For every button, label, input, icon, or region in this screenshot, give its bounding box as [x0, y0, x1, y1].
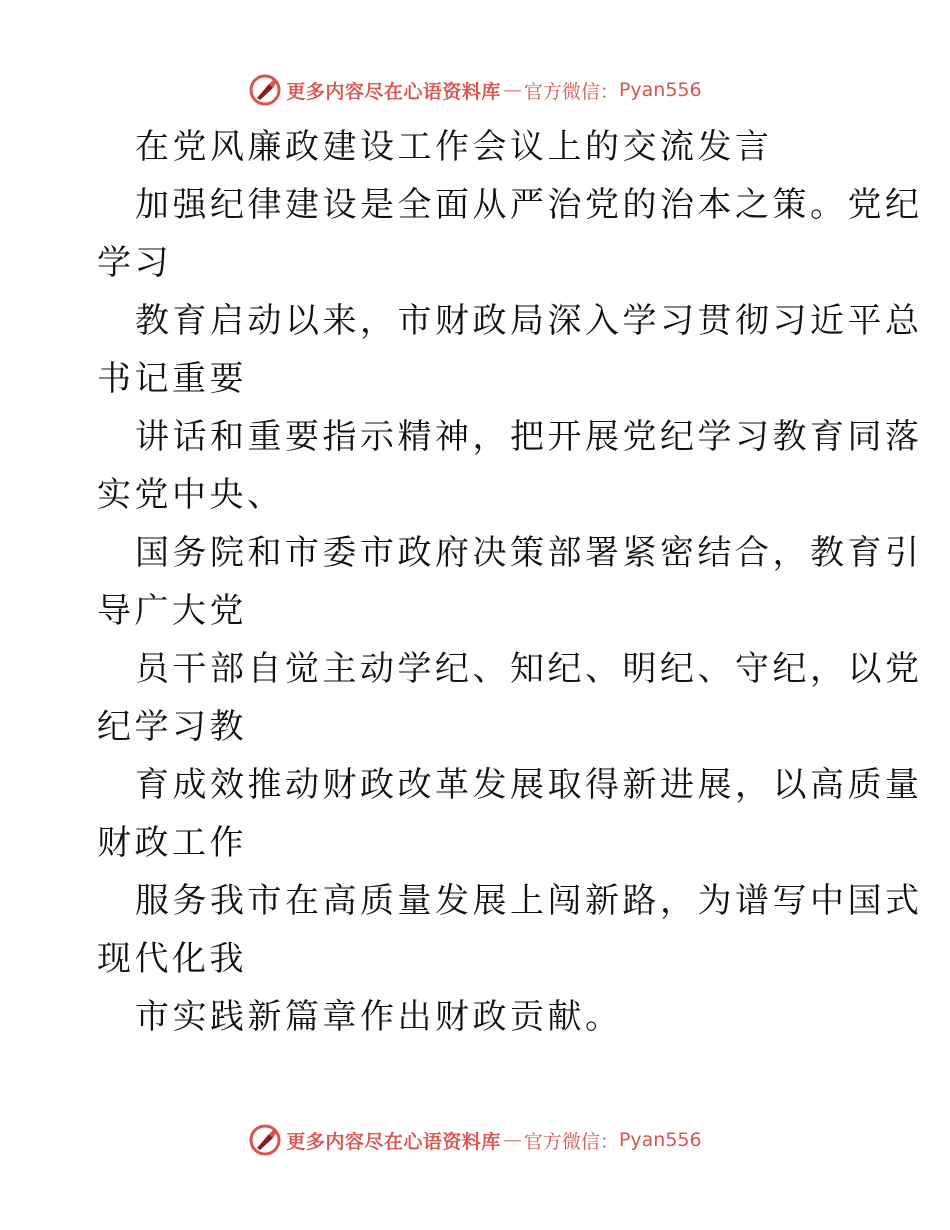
paragraph-line: 实党中央、 [97, 475, 285, 515]
header-banner [0, 70, 950, 110]
paragraph-line: 加强纪律建设是全面从严治党的治本之策。党纪 [135, 185, 923, 225]
footer-banner [0, 1120, 950, 1160]
footer-separator: — [502, 1129, 522, 1151]
paragraph [97, 988, 857, 1046]
header-wechat-label: 官方微信： [523, 80, 619, 103]
paragraph-line: 财政工作 [97, 823, 247, 863]
paragraph-line: 导广大党 [97, 591, 247, 631]
paragraph-line: 员干部自觉主动学纪、知纪、明纪、守纪，以党 [135, 649, 923, 689]
paragraph [97, 756, 923, 872]
pen-nib-logo-icon [248, 1123, 282, 1157]
pen-nib-logo-icon [248, 73, 282, 107]
header-separator: — [502, 79, 522, 101]
document-body [97, 118, 923, 1046]
paragraph-line: 国务院和市委市政府决策部署紧密结合，教育引 [135, 533, 923, 573]
paragraph-line: 纪学习教 [97, 707, 247, 747]
paragraph-line: 现代化我 [97, 939, 247, 979]
footer-site-text: 更多内容尽在心语资料库 [286, 1130, 501, 1153]
paragraph [97, 292, 923, 408]
paragraph-line: 书记重要 [97, 359, 247, 399]
header-wechat-id: Pyan556 [618, 79, 702, 101]
document-title: 在党风廉政建设工作会议上的交流发言 [135, 127, 773, 167]
paragraph [97, 872, 923, 988]
paragraph-line: 讲话和重要指示精神，把开展党纪学习教育同落 [135, 417, 923, 457]
paragraph-line: 服务我市在高质量发展上闯新路，为谱写中国式 [135, 881, 923, 921]
paragraph [97, 524, 923, 640]
paragraph [97, 640, 923, 756]
paragraph [97, 408, 923, 524]
footer-wechat-id: Pyan556 [618, 1129, 702, 1151]
paragraph-line: 学习 [97, 243, 172, 283]
footer-wechat-label: 官方微信： [523, 1130, 619, 1153]
paragraph [97, 176, 923, 292]
paragraph-line: 教育启动以来，市财政局深入学习贯彻习近平总 [135, 301, 923, 341]
header-site-text: 更多内容尽在心语资料库 [286, 80, 501, 103]
paragraph-line: 市实践新篇章作出财政贡献。 [135, 997, 623, 1037]
paragraph-line: 育成效推动财政改革发展取得新进展，以高质量 [135, 765, 923, 805]
